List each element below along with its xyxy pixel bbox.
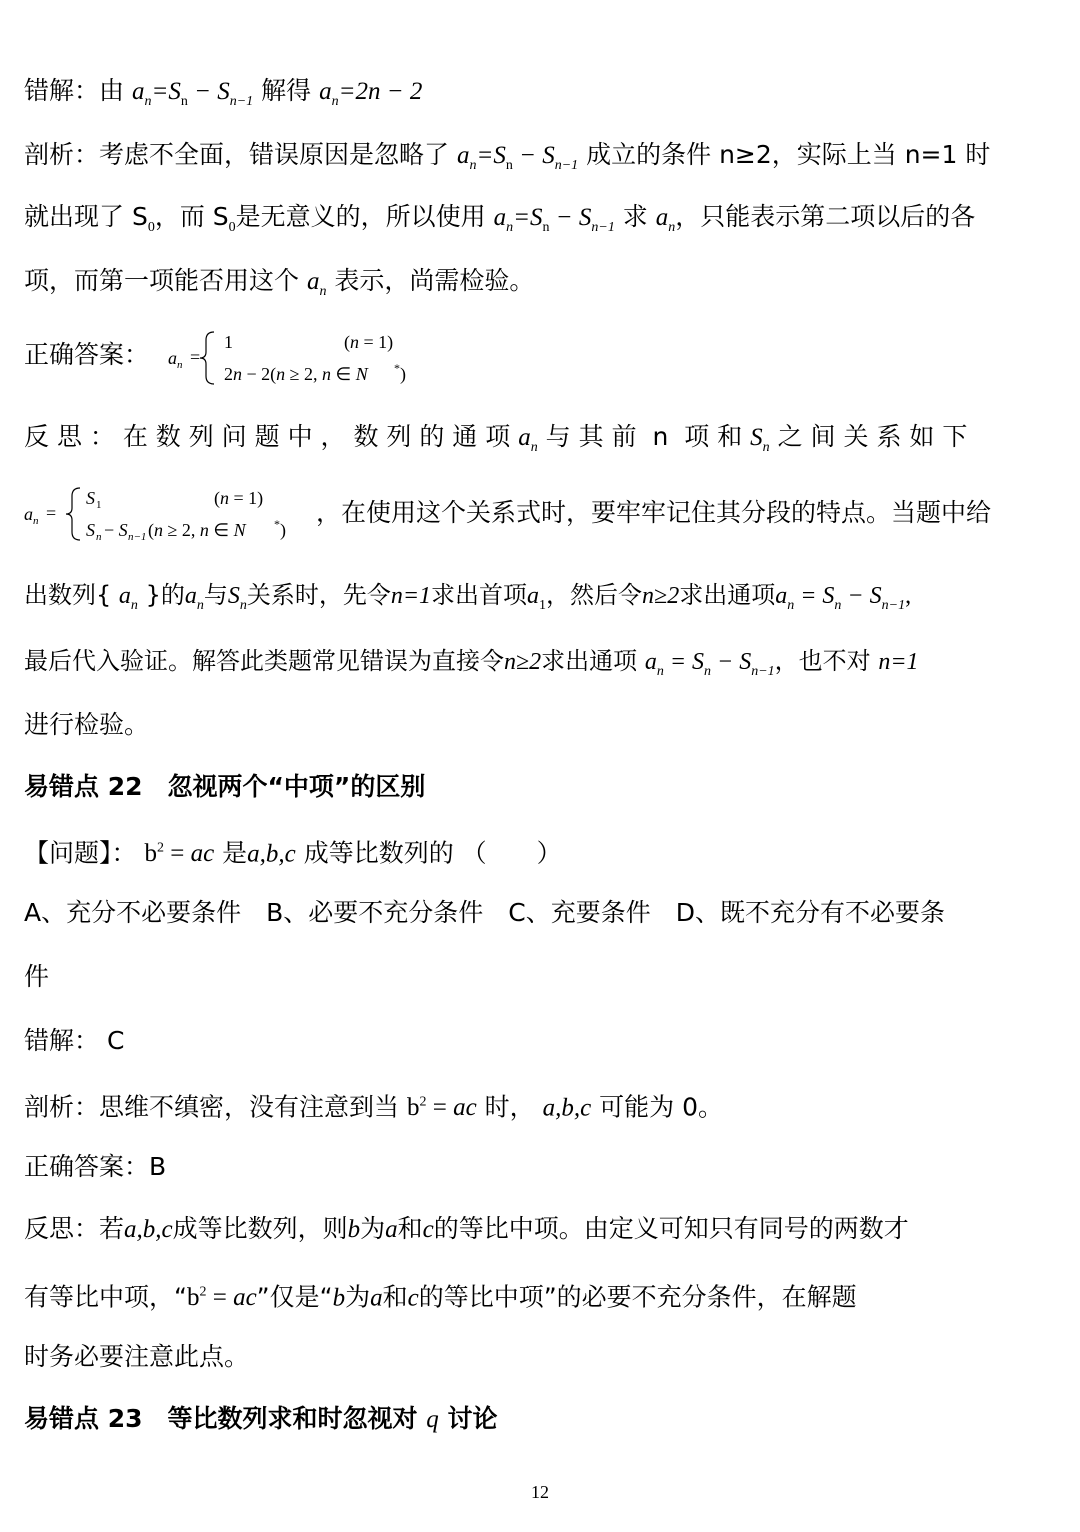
svg-text:): ) bbox=[400, 364, 406, 384]
var-q: q bbox=[426, 1406, 439, 1433]
formula-n-eq-1: n=1 bbox=[390, 583, 432, 609]
reflect-s2-line-1 bbox=[24, 1212, 1058, 1247]
svg-text:a: a bbox=[24, 504, 33, 524]
var-b: b bbox=[332, 1284, 346, 1312]
text: 错解：由 bbox=[24, 76, 125, 105]
formula-b2-ac: $b^2$ = ac bbox=[144, 840, 215, 868]
text: 和 bbox=[397, 1214, 423, 1243]
reflect-line-5 bbox=[24, 708, 1058, 742]
text: }的 bbox=[145, 581, 185, 609]
heading-text: 易错点 22 忽视两个“中项”的区别 bbox=[24, 772, 426, 801]
text: 剖析：考虑不全面，错误原因是忽略了 bbox=[24, 140, 450, 169]
svg-text:n: n bbox=[177, 359, 183, 371]
text: 解得 bbox=[261, 76, 312, 105]
correct-answer-line-2 bbox=[24, 1150, 1058, 1184]
formula-b2-ac: $b^2$ = ac bbox=[186, 1284, 257, 1312]
formula-b2-ac: $b^2$ = ac bbox=[406, 1094, 477, 1122]
options-line bbox=[24, 896, 1058, 930]
svg-text:=: = bbox=[46, 503, 57, 523]
analysis-line-1 bbox=[24, 138, 1058, 183]
formula-an: $a_n$ bbox=[118, 583, 138, 613]
text: 关系时，先令 bbox=[246, 581, 391, 609]
text: 与 其 前 bbox=[545, 422, 637, 451]
reflect-s2-line-3 bbox=[24, 1340, 1058, 1374]
svg-text:n: n bbox=[33, 515, 39, 527]
reflect-line-3: 出数列{ $a_n$ }的$a_n$与$S_n$关系时，先令n=1求出首项$a_1$，然后令n≥2求出通项$a_n = S_n - S_{n-1}$, bbox=[24, 581, 912, 613]
text: 【问题】： bbox=[24, 838, 137, 868]
text: 最后代入验证。解答此类题常见错误为直接令 bbox=[24, 647, 504, 675]
formula-sn: $S_n$ bbox=[227, 583, 247, 613]
heading-text: 讨论 bbox=[447, 1404, 498, 1433]
text: ，只能表示第二项以后的各 bbox=[675, 202, 976, 231]
var-c: c bbox=[422, 1216, 434, 1243]
formula-a1: $a_1$ bbox=[527, 583, 547, 613]
text: ，也不对 bbox=[774, 647, 871, 675]
formula-an-sn: $a_n = S_n - S_{n-1}$ bbox=[775, 583, 906, 613]
text: n bbox=[652, 422, 669, 451]
svg-text:*: * bbox=[394, 361, 400, 375]
svg-text:1: 1 bbox=[96, 499, 102, 511]
text: 件 bbox=[24, 962, 50, 991]
text: 的等比中项”的必要不充分条件，在解题 bbox=[418, 1282, 857, 1312]
formula-n-eq-1: n=1 bbox=[878, 649, 919, 675]
var-b: b bbox=[347, 1216, 361, 1243]
label: 正确答案： bbox=[24, 340, 150, 369]
reflect-line-1 bbox=[24, 420, 1058, 465]
piecewise-svg bbox=[168, 326, 428, 390]
text: 项，而第一项能否用这个 bbox=[24, 266, 300, 295]
piecewise-formula-1 bbox=[168, 326, 428, 390]
text: 有等比中项，“ bbox=[24, 1282, 187, 1312]
var-a: a bbox=[370, 1284, 383, 1312]
analysis-line-s2 bbox=[24, 1086, 1058, 1125]
text: ”仅是“ bbox=[256, 1282, 333, 1312]
text: 与 bbox=[203, 581, 228, 609]
text: 表示，尚需检验。 bbox=[334, 266, 535, 295]
text: ，在使用这个关系式时，要牢牢记住其分段的特点。当题中给 bbox=[316, 498, 992, 527]
text: 可能为 0。 bbox=[599, 1092, 724, 1122]
formula-an-sn: $a_n=S_n - S_{n-1}$ bbox=[131, 78, 254, 109]
text: 是 bbox=[222, 838, 248, 868]
text: 成等比数列的 （ ） bbox=[303, 838, 562, 868]
svg-text:n−1: n−1 bbox=[128, 531, 147, 543]
text: 错解： C bbox=[24, 1026, 125, 1055]
formula-an-sn: $a_n=S_n - S_{n-1}$ bbox=[456, 142, 579, 173]
text: 之 间 关 系 如 下 bbox=[777, 422, 968, 451]
text: 求出通项 bbox=[679, 581, 776, 609]
text: 和 bbox=[382, 1282, 408, 1312]
text: 的等比中项。由定义可知只有同号的两数才 bbox=[433, 1214, 909, 1243]
var-c: c bbox=[407, 1284, 419, 1312]
text: ，然后令 bbox=[546, 581, 643, 609]
svg-text:*: * bbox=[274, 517, 280, 531]
text: 为 bbox=[345, 1282, 371, 1312]
formula-abc: a,b,c bbox=[247, 840, 296, 868]
svg-text:(n = 1): (n = 1) bbox=[344, 332, 394, 352]
text: 成等比数列，则 bbox=[172, 1214, 348, 1243]
svg-text:(n = 1): (n = 1) bbox=[214, 488, 264, 508]
svg-text:S: S bbox=[86, 520, 95, 540]
formula-an-2n-2: $a_n=2n - 2$ bbox=[319, 78, 423, 109]
analysis-line-2: 就出现了 $S_0$，而 $S_0$是无意义的，所以使用 $a_n=S_n - S_{n-1}$ 求 $a_n$，只能表示第二项以后的各 bbox=[24, 202, 976, 235]
text: 反 思 ： 在 数 列 问 题 中 ， 数 列 的 通 项 bbox=[24, 422, 511, 451]
formula-sn: $S_n$ bbox=[750, 424, 770, 455]
formula-an: $a_n$ bbox=[306, 268, 327, 299]
formula-an: $a_n$ bbox=[518, 424, 538, 455]
svg-text:a: a bbox=[168, 348, 177, 368]
formula-abc: a,b,c bbox=[124, 1216, 173, 1243]
text: 剖析：思维不缜密，没有注意到当 bbox=[24, 1092, 400, 1122]
text: 求出通项 bbox=[541, 647, 638, 675]
formula-an-sn: $a_n = S_n - S_{n-1}$ bbox=[644, 649, 775, 679]
formula-n-ge-2: n≥2 bbox=[642, 583, 680, 609]
svg-text:n: n bbox=[96, 531, 102, 543]
text: 出数列{ bbox=[24, 581, 112, 609]
piecewise-svg bbox=[24, 482, 324, 546]
options-line-cont bbox=[24, 960, 1058, 994]
section-heading-22 bbox=[24, 770, 1058, 804]
formula-an: $a_n$ bbox=[655, 204, 676, 235]
wrong-solution-line-2 bbox=[24, 1024, 1058, 1058]
formula-abc: a,b,c bbox=[542, 1094, 592, 1122]
text: 时务必要注意此点。 bbox=[24, 1342, 250, 1371]
text: 反思：若 bbox=[24, 1214, 125, 1243]
text: A、充分不必要条件 B、必要不充分条件 C、充要条件 D、既不充分有不必要条 bbox=[24, 898, 945, 927]
question-line bbox=[24, 832, 1058, 871]
svg-text:− S: − S bbox=[104, 520, 128, 540]
text: 进行检验。 bbox=[24, 710, 150, 739]
text: 为 bbox=[360, 1214, 386, 1243]
svg-text:2n − 2(n ≥ 2, n ∈ N: 2n − 2(n ≥ 2, n ∈ N bbox=[224, 364, 368, 384]
heading-text: 易错点 23 等比数列求和时忽视对 bbox=[24, 1404, 418, 1433]
text: 是无意义的，所以使用 bbox=[235, 202, 486, 231]
text: 求 bbox=[622, 202, 648, 231]
svg-text:=: = bbox=[190, 347, 201, 367]
text: 求出首项 bbox=[431, 581, 528, 609]
svg-text:1: 1 bbox=[224, 332, 233, 352]
text: 就出现了 S bbox=[24, 202, 148, 231]
wrong-solution-line bbox=[24, 74, 1058, 119]
svg-text:): ) bbox=[280, 520, 286, 540]
svg-text:(n ≥ 2, n ∈ N: (n ≥ 2, n ∈ N bbox=[148, 520, 246, 540]
formula-an-sn: $a_n=S_n - S_{n-1}$ bbox=[493, 204, 615, 235]
text: 时， bbox=[484, 1092, 535, 1122]
formula-an: $a_n$ bbox=[184, 583, 204, 613]
reflect-s2-line-2 bbox=[24, 1276, 1058, 1315]
text: 成立的条件 n≥2，实际上当 n=1 时 bbox=[586, 140, 991, 169]
section-heading-23 bbox=[24, 1402, 1058, 1437]
text: ，而 S bbox=[154, 202, 229, 231]
reflect-line-4 bbox=[24, 644, 1058, 689]
text: 正确答案：B bbox=[24, 1152, 167, 1181]
formula-n-ge-2: n≥2 bbox=[504, 649, 542, 675]
piecewise-formula-2 bbox=[24, 482, 324, 546]
text: 项 和 bbox=[684, 422, 743, 451]
analysis-line-3 bbox=[24, 264, 1058, 309]
svg-text:S: S bbox=[86, 488, 95, 508]
reflect-line-2 bbox=[316, 496, 1058, 530]
var-a: a bbox=[385, 1216, 398, 1243]
page-number: 12 bbox=[531, 1482, 549, 1502]
